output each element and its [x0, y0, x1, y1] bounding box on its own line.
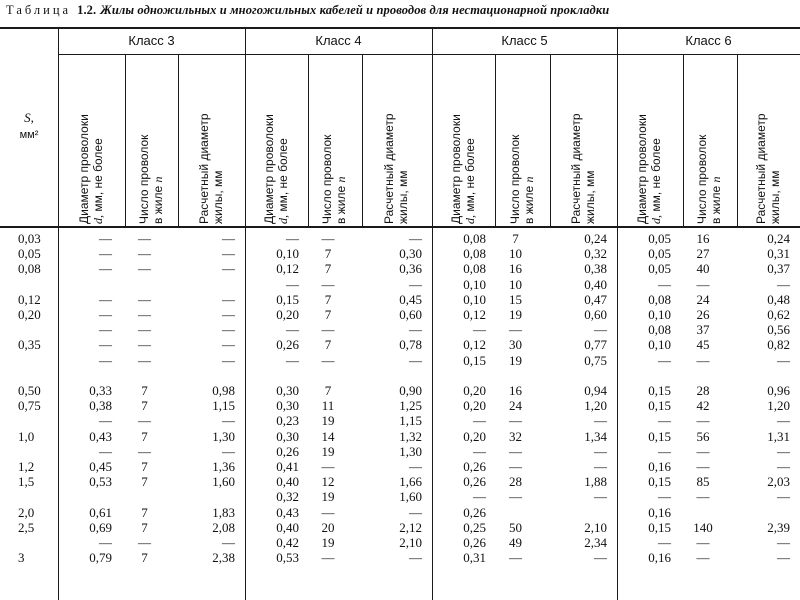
- wire-count-cell: 56: [696, 428, 710, 444]
- wire-count-cell: 19: [509, 352, 522, 368]
- class-header-5: Класс 5: [501, 33, 548, 48]
- wire-diameter-header: Диаметр проволоки d, мм, не более: [448, 114, 477, 224]
- wire-count-cell: 7: [141, 383, 148, 398]
- wire-count-cell: 10: [509, 246, 522, 262]
- calc-diameter-cell: 0,24: [584, 231, 607, 246]
- wire-diameter-cell: 0,10: [648, 337, 671, 353]
- wire-count-cell: 28: [509, 474, 522, 490]
- wire-diameter-cell: —: [286, 276, 299, 292]
- wire-count-cell: —: [138, 307, 151, 322]
- wire-count-cell: —: [696, 276, 710, 292]
- calc-diameter-cell: 1,60: [399, 489, 422, 505]
- wire-diameter-cell: 0,05: [648, 231, 671, 246]
- wire-diameter-cell: 0,40: [276, 519, 299, 535]
- wire-count-cell: 32: [509, 428, 522, 444]
- wire-diameter-cell: 0,43: [276, 504, 299, 520]
- wire-diameter-cell: 0,15: [276, 291, 299, 307]
- wire-count-cell: 27: [696, 246, 710, 262]
- calc-diameter-cell: 1,15: [399, 413, 422, 429]
- calc-diameter-cell: 0,48: [767, 291, 790, 307]
- calc-diameter-cell: 2,12: [399, 519, 422, 535]
- cross-section-cell: 0,03: [18, 231, 41, 246]
- wire-count-cell: 7: [512, 231, 519, 246]
- wire-diameter-cell: 0,08: [463, 231, 486, 246]
- wire-count-cell: 7: [141, 474, 148, 490]
- calc-diameter-cell: —: [594, 550, 607, 566]
- subcolumn-divider: [550, 54, 551, 226]
- wire-count-cell: —: [138, 322, 151, 338]
- wire-diameter-cell: 0,08: [463, 261, 486, 277]
- calc-diameter-cell: 0,37: [767, 261, 790, 277]
- wire-diameter-cell: 0,05: [648, 246, 671, 262]
- calc-diameter-cell: 0,77: [584, 337, 607, 353]
- calc-diameter-cell: 2,10: [399, 535, 422, 550]
- wire-diameter-cell: 0,26: [463, 459, 486, 474]
- wire-diameter-cell: 0,16: [648, 459, 671, 474]
- wire-count-cell: 24: [509, 398, 522, 414]
- wire-count-cell: —: [696, 535, 710, 550]
- wire-diameter-cell: 0,53: [89, 474, 112, 490]
- calc-diameter-header: Расчетный диаметр жилы, мм: [753, 113, 782, 224]
- cross-section-header: [0, 110, 58, 143]
- wire-diameter-cell: —: [286, 352, 299, 368]
- calc-diameter-cell: 0,60: [584, 307, 607, 322]
- calc-diameter-cell: 0,98: [212, 383, 235, 398]
- wire-count-cell: 7: [324, 261, 332, 277]
- calc-diameter-cell: —: [222, 307, 235, 322]
- wire-count-cell: 24: [696, 291, 710, 307]
- calc-diameter-cell: 1,30: [212, 428, 235, 444]
- calc-diameter-cell: —: [777, 443, 790, 459]
- calc-diameter-cell: —: [222, 337, 235, 353]
- wire-diameter-cell: 0,15: [648, 474, 671, 490]
- calc-diameter-cell: 1,25: [399, 398, 422, 414]
- wire-diameter-cell: —: [99, 413, 112, 429]
- wire-diameter-cell: 0,20: [463, 428, 486, 444]
- subcolumn-divider: [308, 54, 309, 226]
- wire-diameter-cell: 0,10: [276, 246, 299, 262]
- wire-diameter-cell: 0,20: [463, 383, 486, 398]
- wire-count-cell: —: [509, 489, 522, 505]
- wire-diameter-cell: 0,12: [463, 307, 486, 322]
- subcolumn-divider: [362, 54, 363, 226]
- wire-count-cell: 16: [696, 231, 710, 246]
- wire-diameter-cell: 0,08: [648, 291, 671, 307]
- calc-diameter-cell: —: [222, 322, 235, 338]
- cross-section-cell: 0,08: [18, 261, 41, 277]
- calc-diameter-cell: 1,83: [212, 504, 235, 520]
- wire-count-cell: 40: [696, 261, 710, 277]
- wire-diameter-cell: 0,30: [276, 398, 299, 414]
- wire-diameter-cell: —: [658, 352, 671, 368]
- calc-diameter-cell: —: [222, 291, 235, 307]
- cross-section-cell: 3: [18, 550, 25, 566]
- cross-section-cell: 0,35: [18, 337, 41, 353]
- calc-diameter-cell: —: [594, 459, 607, 474]
- calc-diameter-cell: —: [777, 459, 790, 474]
- wire-count-cell: 140: [693, 519, 713, 535]
- calc-diameter-cell: —: [409, 322, 422, 338]
- calc-diameter-cell: 1,60: [212, 474, 235, 490]
- cross-section-symbol: S,: [24, 110, 34, 125]
- wire-count-cell: 7: [141, 428, 148, 444]
- calc-diameter-cell: —: [409, 504, 422, 520]
- calc-diameter-cell: —: [409, 459, 422, 474]
- calc-diameter-cell: 2,34: [584, 535, 607, 550]
- wire-count-cell: —: [138, 231, 151, 246]
- calc-diameter-cell: 2,08: [212, 519, 235, 535]
- wire-diameter-cell: 0,26: [463, 535, 486, 550]
- wire-diameter-cell: 0,33: [89, 383, 112, 398]
- subcolumn-divider: [178, 54, 179, 226]
- wire-diameter-cell: —: [658, 535, 671, 550]
- wire-diameter-cell: —: [658, 413, 671, 429]
- wire-diameter-cell: —: [99, 352, 112, 368]
- wire-count-cell: —: [509, 413, 522, 429]
- wire-diameter-cell: 0,15: [648, 383, 671, 398]
- wire-count-cell: 7: [324, 337, 332, 353]
- class-divider-3: [58, 27, 59, 600]
- calc-diameter-cell: 0,36: [399, 261, 422, 277]
- calc-diameter-cell: 1,88: [584, 474, 607, 490]
- calc-diameter-cell: 0,40: [584, 276, 607, 292]
- calc-diameter-cell: 2,38: [212, 550, 235, 566]
- wire-count-cell: 12: [321, 474, 335, 490]
- wire-diameter-cell: 0,16: [648, 504, 671, 520]
- wire-diameter-cell: 0,53: [276, 550, 299, 566]
- calc-diameter-cell: 0,75: [584, 352, 607, 368]
- wire-count-cell: —: [696, 352, 710, 368]
- class-header-4: Класс 4: [315, 33, 362, 48]
- wire-count-cell: 50: [509, 519, 522, 535]
- wire-count-cell: 14: [321, 428, 335, 444]
- wire-diameter-cell: 0,79: [89, 550, 112, 566]
- wire-diameter-cell: 0,38: [89, 398, 112, 414]
- wire-count-cell: 16: [509, 261, 522, 277]
- calc-diameter-cell: 1,15: [212, 398, 235, 414]
- wire-diameter-cell: 0,26: [276, 337, 299, 353]
- table-caption: [6, 3, 798, 18]
- wire-diameter-cell: 0,15: [463, 352, 486, 368]
- wire-count-cell: —: [696, 413, 710, 429]
- wire-diameter-cell: 0,05: [648, 261, 671, 277]
- wire-count-cell: —: [321, 550, 335, 566]
- wire-count-cell: 7: [141, 459, 148, 474]
- calc-diameter-cell: —: [594, 413, 607, 429]
- calc-diameter-cell: 0,47: [584, 291, 607, 307]
- cross-section-unit: мм²: [19, 129, 39, 141]
- subcolumn-divider: [737, 54, 738, 226]
- calc-diameter-cell: —: [777, 489, 790, 505]
- wire-count-cell: —: [509, 459, 522, 474]
- cross-section-cell: 1,0: [18, 428, 35, 444]
- wire-count-cell: —: [138, 337, 151, 353]
- wire-count-header: Число проволок в жиле n: [320, 134, 348, 224]
- wire-diameter-cell: 0,20: [463, 398, 486, 414]
- wire-diameter-cell: 0,25: [463, 519, 486, 535]
- wire-count-cell: —: [696, 489, 710, 505]
- wire-diameter-cell: 0,30: [276, 428, 299, 444]
- wire-diameter-cell: 0,15: [648, 519, 671, 535]
- wire-count-cell: —: [138, 352, 151, 368]
- wire-diameter-cell: 0,31: [463, 550, 486, 566]
- wire-count-cell: —: [321, 322, 335, 338]
- calc-diameter-cell: —: [222, 535, 235, 550]
- wire-diameter-cell: 0,12: [463, 337, 486, 353]
- wire-count-cell: —: [321, 504, 335, 520]
- wire-diameter-cell: —: [286, 322, 299, 338]
- wire-diameter-cell: —: [99, 443, 112, 459]
- wire-diameter-cell: —: [658, 443, 671, 459]
- class-header-6: Класс 6: [685, 33, 732, 48]
- calc-diameter-cell: —: [409, 352, 422, 368]
- subcolumn-divider: [683, 54, 684, 226]
- wire-count-cell: —: [696, 459, 710, 474]
- wire-diameter-cell: 0,30: [276, 383, 299, 398]
- calc-diameter-cell: —: [222, 231, 235, 246]
- calc-diameter-header: Расчетный диаметр жилы, мм: [568, 113, 597, 224]
- wire-count-cell: 85: [696, 474, 710, 490]
- wire-diameter-cell: 0,10: [648, 307, 671, 322]
- wire-diameter-cell: 0,61: [89, 504, 112, 520]
- wire-diameter-cell: 0,41: [276, 459, 299, 474]
- cross-section-cell: 0,12: [18, 291, 41, 307]
- wire-diameter-cell: —: [473, 489, 486, 505]
- calc-diameter-cell: —: [222, 261, 235, 277]
- wire-count-cell: 19: [509, 307, 522, 322]
- wire-count-cell: —: [321, 459, 335, 474]
- wire-count-cell: —: [138, 413, 151, 429]
- class-header-3: Класс 3: [128, 33, 175, 48]
- wire-diameter-cell: 0,26: [276, 443, 299, 459]
- wire-diameter-cell: 0,20: [276, 307, 299, 322]
- calc-diameter-cell: 0,60: [399, 307, 422, 322]
- wire-count-cell: —: [138, 246, 151, 262]
- calc-diameter-cell: 1,32: [399, 428, 422, 444]
- wire-diameter-cell: —: [473, 322, 486, 338]
- cross-section-cell: 1,5: [18, 474, 35, 490]
- wire-count-cell: 45: [696, 337, 710, 353]
- wire-count-cell: 30: [509, 337, 522, 353]
- wire-diameter-cell: 0,12: [276, 261, 299, 277]
- wire-diameter-cell: —: [473, 413, 486, 429]
- wire-count-cell: —: [138, 291, 151, 307]
- wire-count-cell: 10: [509, 276, 522, 292]
- wire-diameter-cell: 0,26: [463, 504, 486, 520]
- wire-count-cell: 7: [324, 383, 332, 398]
- wire-count-cell: 7: [141, 504, 148, 520]
- calc-diameter-cell: 0,30: [399, 246, 422, 262]
- cross-section-cell: 0,75: [18, 398, 41, 414]
- calc-diameter-header: Расчетный диаметр жилы, мм: [382, 113, 410, 224]
- calc-diameter-cell: 1,36: [212, 459, 235, 474]
- wire-count-cell: —: [138, 443, 151, 459]
- calc-diameter-cell: —: [594, 322, 607, 338]
- calc-diameter-cell: 2,10: [584, 519, 607, 535]
- calc-diameter-cell: —: [222, 413, 235, 429]
- wire-count-cell: 19: [321, 443, 335, 459]
- wire-count-cell: —: [509, 443, 522, 459]
- calc-diameter-cell: —: [409, 550, 422, 566]
- calc-diameter-cell: 1,31: [767, 428, 790, 444]
- wire-count-cell: —: [138, 261, 151, 277]
- wire-count-cell: —: [509, 550, 522, 566]
- wire-count-cell: 19: [321, 535, 335, 550]
- wire-count-cell: 19: [321, 489, 335, 505]
- wire-count-cell: 37: [696, 322, 710, 338]
- calc-diameter-cell: 0,94: [584, 383, 607, 398]
- wire-diameter-cell: 0,32: [276, 489, 299, 505]
- wire-count-cell: 28: [696, 383, 710, 398]
- wire-diameter-cell: 0,43: [89, 428, 112, 444]
- wire-count-cell: —: [321, 352, 335, 368]
- wire-count-cell: 49: [509, 535, 522, 550]
- wire-count-cell: —: [696, 443, 710, 459]
- wire-count-cell: —: [321, 231, 335, 246]
- class-divider-4: [245, 27, 246, 600]
- wire-diameter-cell: 0,42: [276, 535, 299, 550]
- cross-section-cell: 0,05: [18, 246, 41, 262]
- wire-diameter-cell: —: [99, 322, 112, 338]
- wire-count-header: Число проволок в жиле n: [695, 134, 723, 224]
- calc-diameter-cell: 0,82: [767, 337, 790, 353]
- calc-diameter-cell: 0,45: [399, 291, 422, 307]
- class-divider-5: [432, 27, 433, 600]
- caption-number: 1.2.: [77, 3, 97, 17]
- wire-diameter-cell: —: [99, 337, 112, 353]
- wire-count-cell: —: [321, 276, 335, 292]
- calc-diameter-cell: 0,31: [767, 246, 790, 262]
- calc-diameter-cell: —: [222, 246, 235, 262]
- wire-diameter-cell: 0,26: [463, 474, 486, 490]
- wire-diameter-cell: 0,69: [89, 519, 112, 535]
- calc-diameter-cell: —: [409, 276, 422, 292]
- calc-diameter-cell: 2,03: [767, 474, 790, 490]
- cross-section-cell: 2,0: [18, 504, 35, 520]
- calc-diameter-cell: 1,66: [399, 474, 422, 490]
- caption-text: Жилы одножильных и многожильных кабелей и проводов для нестационарной прокладки: [100, 3, 610, 17]
- calc-diameter-cell: 1,20: [584, 398, 607, 414]
- wire-count-cell: 7: [141, 519, 148, 535]
- calc-diameter-cell: 0,56: [767, 322, 790, 338]
- calc-diameter-cell: —: [777, 276, 790, 292]
- wire-count-cell: 42: [696, 398, 710, 414]
- calc-diameter-cell: —: [594, 489, 607, 505]
- calc-diameter-cell: 1,30: [399, 443, 422, 459]
- wire-count-cell: —: [696, 550, 710, 566]
- wire-count-cell: 16: [509, 383, 522, 398]
- wire-diameter-cell: —: [658, 489, 671, 505]
- calc-diameter-cell: 0,62: [767, 307, 790, 322]
- wire-diameter-cell: 0,08: [648, 322, 671, 338]
- wire-diameter-cell: —: [286, 231, 299, 246]
- calc-diameter-cell: —: [777, 413, 790, 429]
- calc-diameter-cell: 0,24: [767, 231, 790, 246]
- wire-diameter-cell: —: [99, 246, 112, 262]
- wire-diameter-header: Диаметр проволоки d, мм, не более: [261, 114, 290, 224]
- wire-diameter-cell: 0,45: [89, 459, 112, 474]
- wire-diameter-cell: —: [99, 535, 112, 550]
- wire-count-cell: 7: [324, 246, 332, 262]
- caption-label: Таблица: [6, 3, 72, 17]
- calc-diameter-cell: 0,78: [399, 337, 422, 353]
- calc-diameter-cell: —: [222, 352, 235, 368]
- wire-count-cell: —: [138, 535, 151, 550]
- calc-diameter-cell: 0,90: [399, 383, 422, 398]
- class-header-rule: [58, 54, 800, 55]
- subcolumn-divider: [125, 54, 126, 226]
- wire-diameter-cell: —: [99, 307, 112, 322]
- wire-count-cell: 20: [321, 519, 335, 535]
- calc-diameter-cell: —: [409, 231, 422, 246]
- cross-section-cell: 0,20: [18, 307, 41, 322]
- wire-count-cell: 7: [141, 398, 148, 414]
- wire-diameter-cell: —: [99, 291, 112, 307]
- header-bottom-rule: [0, 226, 800, 228]
- wire-diameter-header: Диаметр проволоки d, мм, не более: [76, 114, 105, 224]
- calc-diameter-cell: —: [222, 443, 235, 459]
- cross-section-cell: 2,5: [18, 519, 35, 535]
- wire-count-cell: 26: [696, 307, 710, 322]
- wire-diameter-cell: 0,16: [648, 550, 671, 566]
- class-divider-6: [617, 27, 618, 600]
- cross-section-cell: 0,50: [18, 383, 41, 398]
- wire-count-header: Число проволок в жиле n: [507, 134, 536, 224]
- wire-diameter-cell: 0,40: [276, 474, 299, 490]
- wire-count-cell: —: [509, 322, 522, 338]
- wire-count-cell: 15: [509, 291, 522, 307]
- top-rule: [0, 27, 800, 29]
- wire-count-cell: 11: [321, 398, 335, 414]
- wire-diameter-header: Диаметр проволоки d, мм, не более: [635, 114, 663, 224]
- wire-diameter-cell: 0,15: [648, 428, 671, 444]
- wire-diameter-cell: —: [99, 231, 112, 246]
- wire-count-header: Число проволок в жиле n: [136, 134, 165, 224]
- calc-diameter-cell: 0,38: [584, 261, 607, 277]
- calc-diameter-cell: 2,39: [767, 519, 790, 535]
- wire-diameter-cell: 0,08: [463, 246, 486, 262]
- calc-diameter-cell: 1,34: [584, 428, 607, 444]
- wire-diameter-cell: 0,15: [648, 398, 671, 414]
- wire-diameter-cell: —: [473, 443, 486, 459]
- wire-diameter-cell: —: [658, 276, 671, 292]
- wire-count-cell: 7: [141, 550, 148, 566]
- wire-count-cell: 7: [324, 291, 332, 307]
- calc-diameter-cell: —: [594, 443, 607, 459]
- calc-diameter-cell: —: [777, 535, 790, 550]
- wire-count-cell: 7: [324, 307, 332, 322]
- subcolumn-divider: [495, 54, 496, 226]
- calc-diameter-cell: —: [777, 352, 790, 368]
- calc-diameter-cell: —: [777, 550, 790, 566]
- wire-diameter-cell: —: [99, 261, 112, 277]
- wire-diameter-cell: 0,10: [463, 291, 486, 307]
- calc-diameter-cell: 1,20: [767, 398, 790, 414]
- calc-diameter-cell: 0,96: [767, 383, 790, 398]
- wire-diameter-cell: 0,23: [276, 413, 299, 429]
- calc-diameter-cell: 0,32: [584, 246, 607, 262]
- cross-section-cell: 1,2: [18, 459, 35, 474]
- calc-diameter-header: Расчетный диаметр жилы, мм: [196, 113, 225, 224]
- wire-diameter-cell: 0,10: [463, 276, 486, 292]
- wire-count-cell: 19: [321, 413, 335, 429]
